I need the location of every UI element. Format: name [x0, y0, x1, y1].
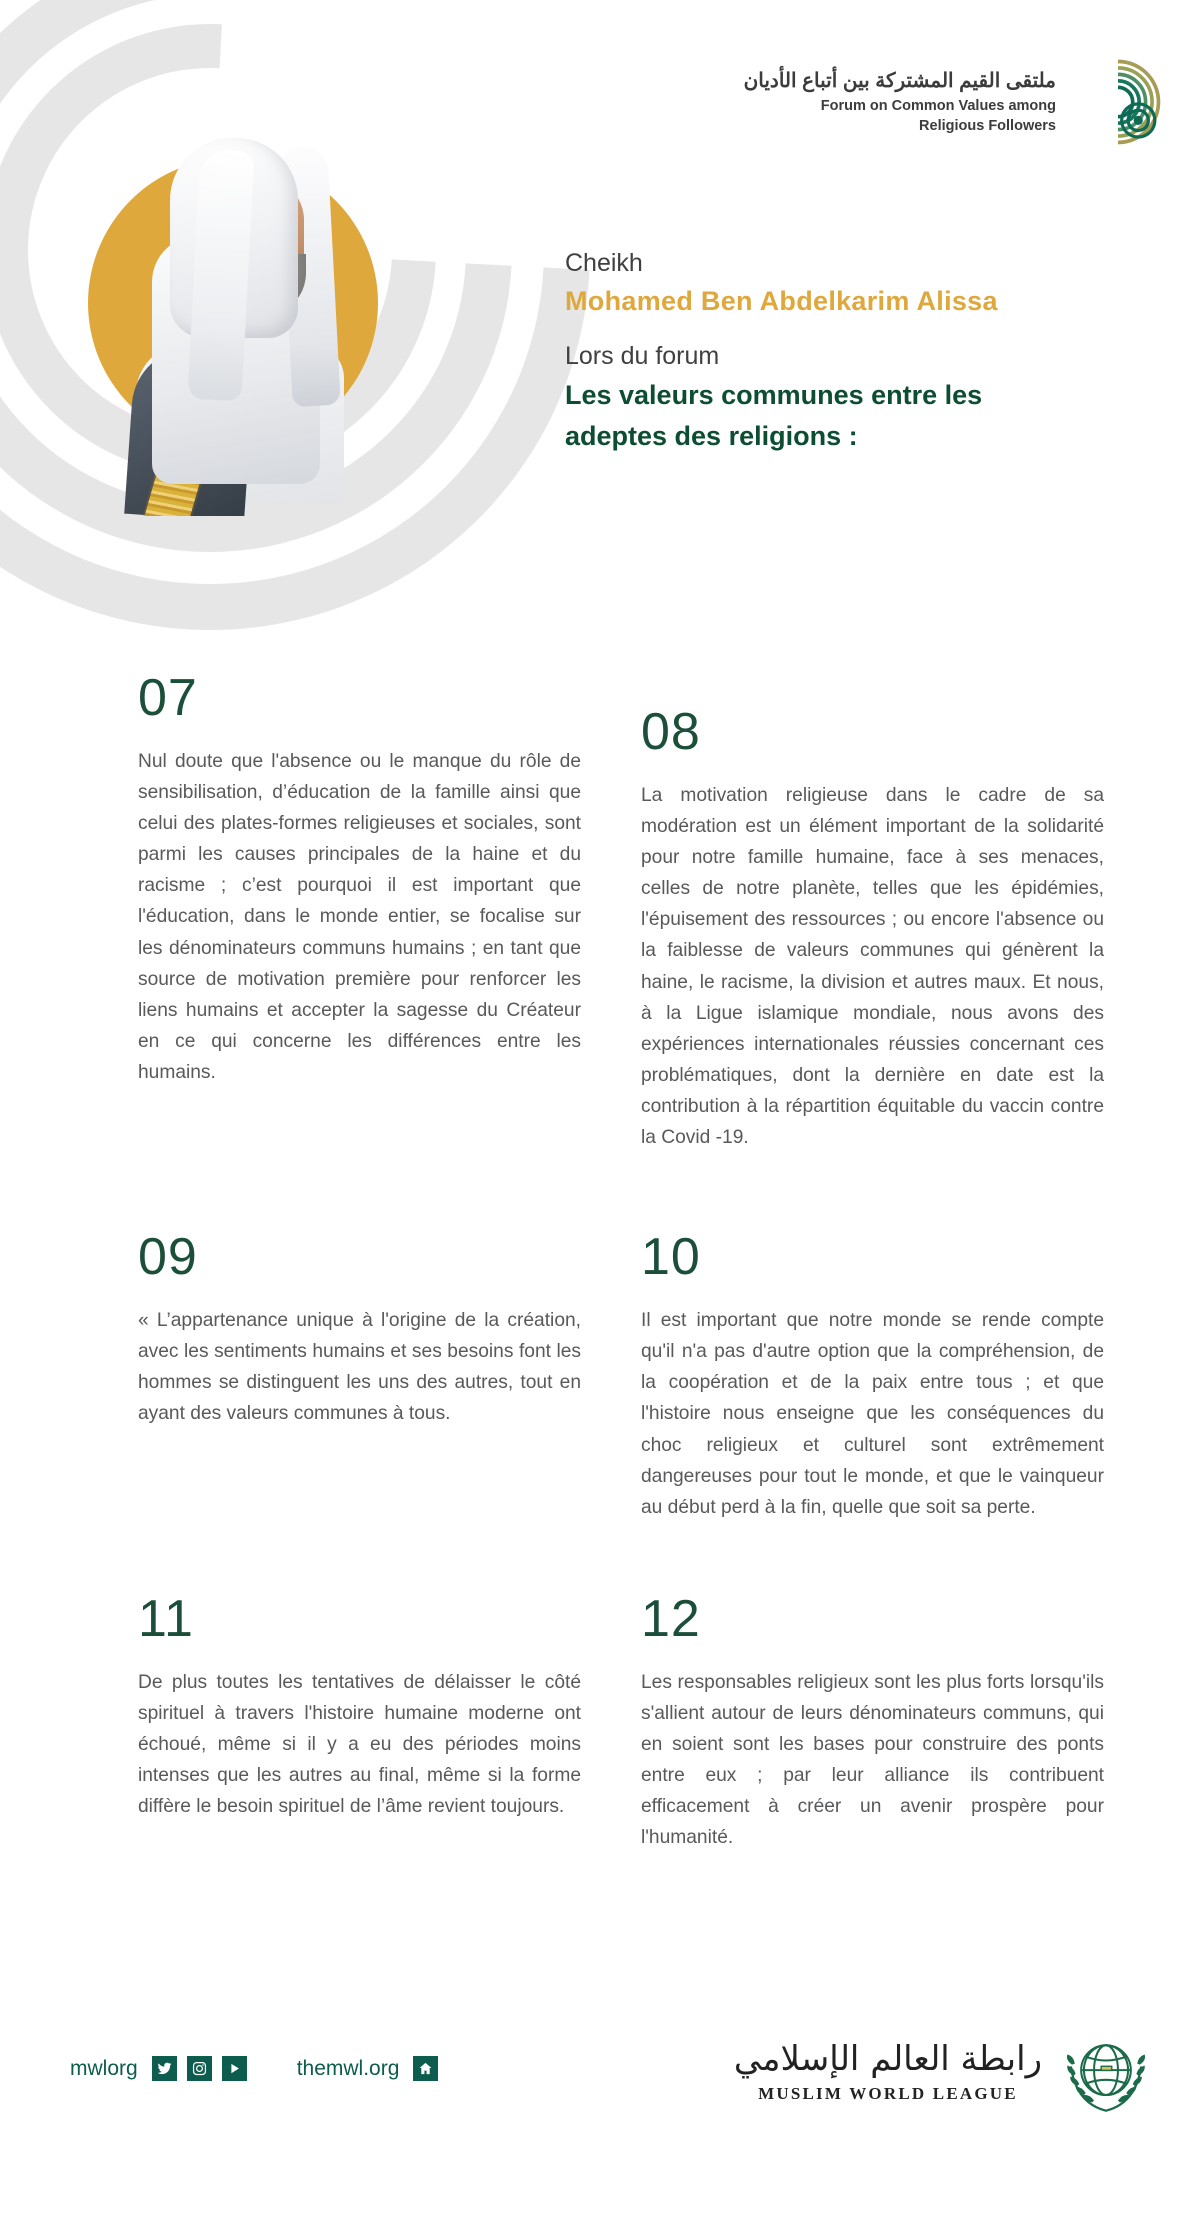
point-number: 09 — [138, 1228, 198, 1287]
footer — [0, 2020, 1200, 2160]
speaker-name: Mohamed Ben Abdelkarim Alissa — [565, 286, 998, 317]
forum-subject-line2: adeptes des religions : — [565, 421, 858, 452]
point-text: Il est important que notre monde se rende compte qu'il n'a pas d'autre option que la compréhension, de la coopération et de la paix entre tous ; et que l'histoire nous enseigne que les conséquences du choc religieux et culturel sont extrêmement dangereuses pour tout le monde, et que le vainqueur au début perd à la fin, quelle que soit sa perte. — [641, 1310, 1104, 1518]
point-item — [138, 1228, 601, 1533]
speaker-block — [565, 245, 1180, 457]
point-number: 12 — [641, 1589, 701, 1648]
mwl-name-english: MUSLIM WORLD LEAGUE — [758, 2083, 1018, 2103]
point-text: Nul doute que l'absence ou le manque du rôle de sensibilisation, d’éducation de la famille ainsi que celui des plates-formes religieuses et sociales, sont parmi les causes principales de la haine et du racisme ; c’est pourquoi il est important que l'éducation, dans le monde entier, se focalise sur les dénominateurs communs humains ; en tant que source de motivation première pour renforcer les liens humains et accepter la sagesse du Créateur en ce qui concerne les différences entre les humains. — [138, 751, 581, 1083]
forum-brand-text — [744, 68, 1056, 136]
point-number: 11 — [138, 1589, 194, 1648]
forum-brand — [744, 56, 1164, 148]
concentric-arcs-logo-icon — [1072, 56, 1164, 148]
points-grid — [0, 669, 1200, 1863]
mwl-name-arabic: رابطة العالم الإسلامي — [733, 2039, 1042, 2080]
point-item — [641, 1589, 1104, 1864]
home-icon[interactable] — [413, 2056, 438, 2081]
speaker-honorific: Cheikh — [565, 249, 643, 277]
muslim-world-league-logo — [734, 2026, 1152, 2118]
forum-title-english-line1: Forum on Common Values among — [820, 97, 1056, 114]
point-text: Les responsables religieux sont les plus forts lorsqu'ils s'allient autour de leurs dénominateurs communs, qui en soient sont les bases pour construire des ponts entre eux ; par leur alliance ils contribuent efficacement à créer un avenir prospère pour l'humanité. — [641, 1671, 1104, 1849]
point-item — [641, 703, 1104, 1163]
forum-title-arabic: ملتقى القيم المشتركة بين أتباع الأديان — [743, 69, 1056, 92]
speaker-context-label: Lors du forum — [565, 341, 720, 370]
point-number: 07 — [138, 669, 198, 727]
point-item — [138, 1589, 601, 1864]
point-item — [641, 1228, 1104, 1533]
point-text: De plus toutes les tentatives de délaisser le côté spirituel à travers l'histoire humaine moderne ont échoué, même si il y a eu des périodes moins intenses que les autres au final, même si la forme diffère le besoin spirituel de l’âme revient toujours. — [138, 1671, 581, 1818]
twitter-icon[interactable] — [152, 2056, 177, 2081]
point-text: « L’appartenance unique à l'origine de la création, avec les sentiments humains et ses besoins font les hommes se distinguent les uns des autres, tout en ayant des valeurs communes à tous. — [138, 1310, 581, 1425]
mwl-text — [734, 2040, 1042, 2103]
point-text: La motivation religieuse dans le cadre de sa modération est un élément important de la solidarité pour notre famille humaine, face à ses menaces, celles de notre planète, telles que les épidémies, l'épuisement des ressources ; ou encore l'absence ou la faiblesse de valeurs communes qui génèrent la haine, le racisme, la division et autres maux. Et nous, à la Ligue islamique mondiale, nous avons des expériences internationales réussies concernant ces problématiques, dont la dernière en date est la contribution à la répartition équitable du vaccin contre la Covid -19. — [641, 785, 1104, 1149]
point-number: 10 — [641, 1228, 701, 1287]
social-handle-label: mwlorg — [70, 2056, 138, 2080]
globe-wreath-logo-icon — [1060, 2026, 1152, 2118]
avatar — [88, 158, 378, 448]
youtube-icon[interactable] — [222, 2056, 247, 2081]
instagram-icon[interactable] — [187, 2056, 212, 2081]
portrait-image — [74, 86, 394, 516]
point-number: 08 — [641, 703, 701, 761]
social-links — [70, 2056, 438, 2081]
forum-title-english-line2: Religious Followers — [919, 117, 1056, 134]
forum-subject-line1: Les valeurs communes entre les — [565, 380, 983, 410]
point-item — [138, 669, 601, 1163]
website-label[interactable]: themwl.org — [296, 2056, 400, 2080]
